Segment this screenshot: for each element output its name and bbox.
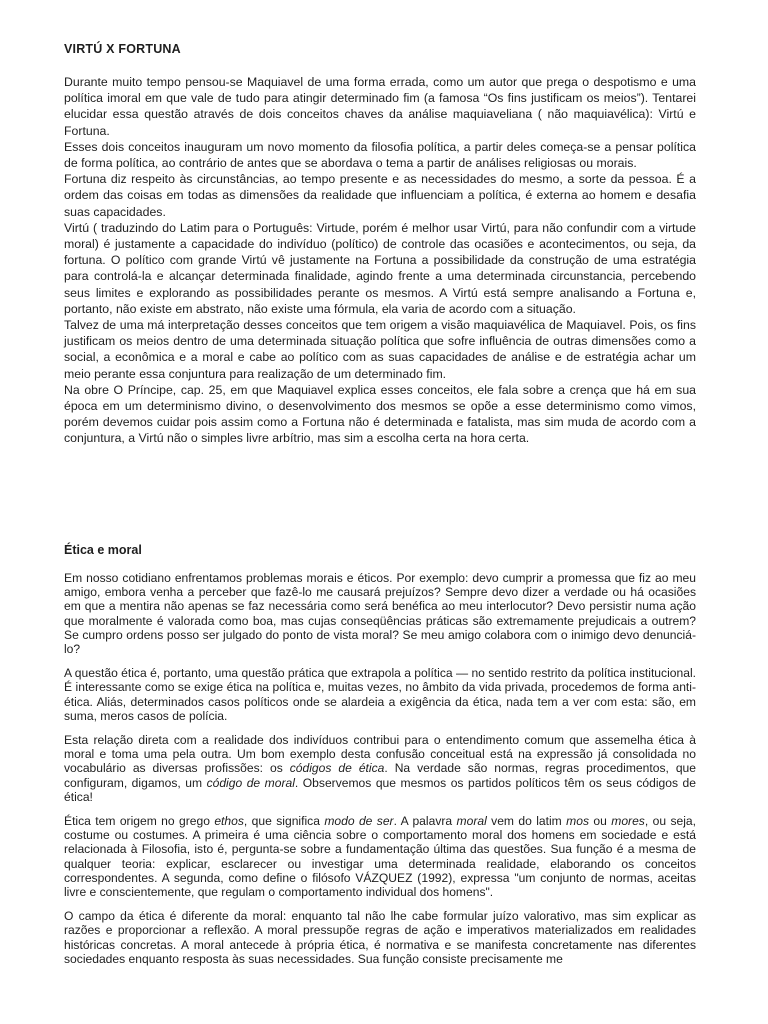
italic-term: mos <box>566 814 590 829</box>
text-run: . Observemos que mesmos os partidos políticos têm os seus códigos de ética! <box>64 775 696 804</box>
text-run: , que significa <box>243 814 325 829</box>
text-run: , ou seja, costume ou costumes. A primeira é uma ciência sobre o comportamento moral dos homens em sociedade e está relacionada à Filosofia, isto é, pergunta-se sobre a fundamentação última das questões. Sua função é a mesma de qualquer teoria: explicar, esclarecer ou investigar uma determinada realidade, elaborando os conceitos correspondentes. A segunda, como define o filósofo VÁZQUEZ (1992), expressa "um conjunto de normas, aceitas livre e conscientemente, que regulam o comportamento individual dos homens". <box>64 814 696 900</box>
paragraph: O campo da ética é diferente da moral: enquanto tal não lhe cabe formular juízo valorativo, mas sim explicar as razões e proporcionar a reflexão. A moral pressupõe regras de ação e imperativos materializados em realidades históricas concretas. A moral antecede à própria ética, é normativa e se manifesta concretamente nas diferentes sociedades enquanto resposta às suas necessidades. Sua função consiste precisamente me <box>64 909 696 966</box>
text-run: . Na verdade são normas, regras procedimentos, que configuram, digamos, um <box>64 761 696 790</box>
section-title-virtu-fortuna: VIRTÚ X FORTUNA <box>64 42 181 56</box>
text-run: Esta relação direta com a realidade dos indivíduos contribui para o entendimento comum que assemelha ética à moral e toma uma pela outra. Um bom exemplo desta confusão conceitual está na expressão já consolidada no vocabulário as diversas profissões: os <box>64 733 696 776</box>
paragraph: A questão ética é, portanto, uma questão prática que extrapola a política — no sentido restrito da política institucional. É interessante como se exige ética na política e, muitas vezes, no âmbito da vida privada, procedemos de forma anti-ética. Aliás, determinados casos políticos onde se alardeia a exigência da ética, nada tem a ver com esta: são, em suma, meros casos de polícia. <box>64 666 696 723</box>
paragraph: Durante muito tempo pensou-se Maquiavel de uma forma errada, como um autor que prega o despotismo e uma política imoral em que vale de tudo para atingir determinado fim (a famosa “Os fins justificam os meios”). Tentarei elucidar essa questão através de dois conceitos chaves da análise maquiaveliana ( não maquiavélica): Virtú e Fortuna. <box>64 75 696 138</box>
text-run: vem do latim <box>486 814 567 829</box>
text-run: . A palavra <box>393 814 457 829</box>
section-body-virtu-fortuna <box>64 74 696 447</box>
paragraph <box>64 814 696 899</box>
section-body-etica-moral <box>64 571 696 976</box>
section-title-etica-moral: Ética e moral <box>64 543 142 557</box>
italic-term: mores <box>611 814 645 829</box>
italic-term: ethos <box>214 814 244 829</box>
paragraph <box>64 733 696 804</box>
italic-term: códigos de ética <box>289 761 385 776</box>
italic-term: modo de ser <box>324 814 394 829</box>
paragraph: Na obre O Príncipe, cap. 25, em que Maquiavel explica esses conceitos, ele fala sobre a crença que há em sua época em um determinismo divino, o desenvolvimento dos mesmos se opõe a esse determinismo como vimos, porém devemos cuidar pois assim como a Fortuna não é determinada e fatalista, mas sim muda de acordo com a conjuntura, a Virtú não o simples livre arbítrio, mas sim a escolha certa na hora certa. <box>64 382 696 446</box>
paragraph: Virtú ( traduzindo do Latim para o Português: Virtude, porém é melhor usar Virtú, para não confundir com a virtude moral) é justamente a capacidade do indivíduo (político) de controle das ocasiões e acontecimentos, ou seja, da fortuna. O político com grande Virtú vê justamente na Fortuna a possibilidade da construção de uma estratégia para controlá-la e alcançar determinada finalidade, agindo frente a uma determinada circunstancia, percebendo seus limites e explorando as possibilidades perante os mesmos. A Virtú está sempre analisando a Fortuna e, portanto, não existe em abstrato, não existe uma fórmula, ela varia de acordo com a situação. <box>64 220 696 316</box>
paragraph: Esses dois conceitos inauguram um novo momento da filosofia política, a partir deles começa-se a pensar política de forma política, ao contrário de antes que se abordava o tema a partir de análises religiosas ou morais. <box>64 139 696 171</box>
italic-term: moral <box>456 814 487 829</box>
italic-term: código de moral <box>206 775 295 790</box>
text-run: Ética tem origem no grego <box>64 814 215 829</box>
paragraph: Em nosso cotidiano enfrentamos problemas morais e éticos. Por exemplo: devo cumprir a promessa que fiz ao meu amigo, embora venha a perceber que fazê-lo me causará prejuízos? Sempre devo dizer a verdade ou há ocasiões em que a mentira não apenas se faz necessária como será benéfica ao meu interlocutor? Devo persistir numa ação que moralmente é valorada como boa, mas cujas conseqüências práticas são extremamente prejudicais a outrem? Se cumpro ordens posso ser julgado do ponto de vista moral? Se meu amigo colabora com o inimigo devo denunciá-lo? <box>64 571 696 657</box>
paragraph: Fortuna diz respeito às circunstâncias, ao tempo presente e as necessidades do mesmo, a sorte da pessoa. É a ordem das coisas em todas as dimensões da realidade que influenciam a política, é externa ao homem e desafia suas capacidades. <box>64 172 696 219</box>
text-run: ou <box>589 814 612 829</box>
paragraph: Talvez de uma má interpretação desses conceitos que tem origem a visão maquiavélica de Maquiavel. Pois, os fins justificam os meios dentro de uma determinada situação política que sofre influência de outras dimensões como a social, a econômica e a moral e cabe ao político com as suas capacidades de análise e de estratégia achar um meio perante essa conjuntura para realização de um determinado fim. <box>64 318 696 381</box>
